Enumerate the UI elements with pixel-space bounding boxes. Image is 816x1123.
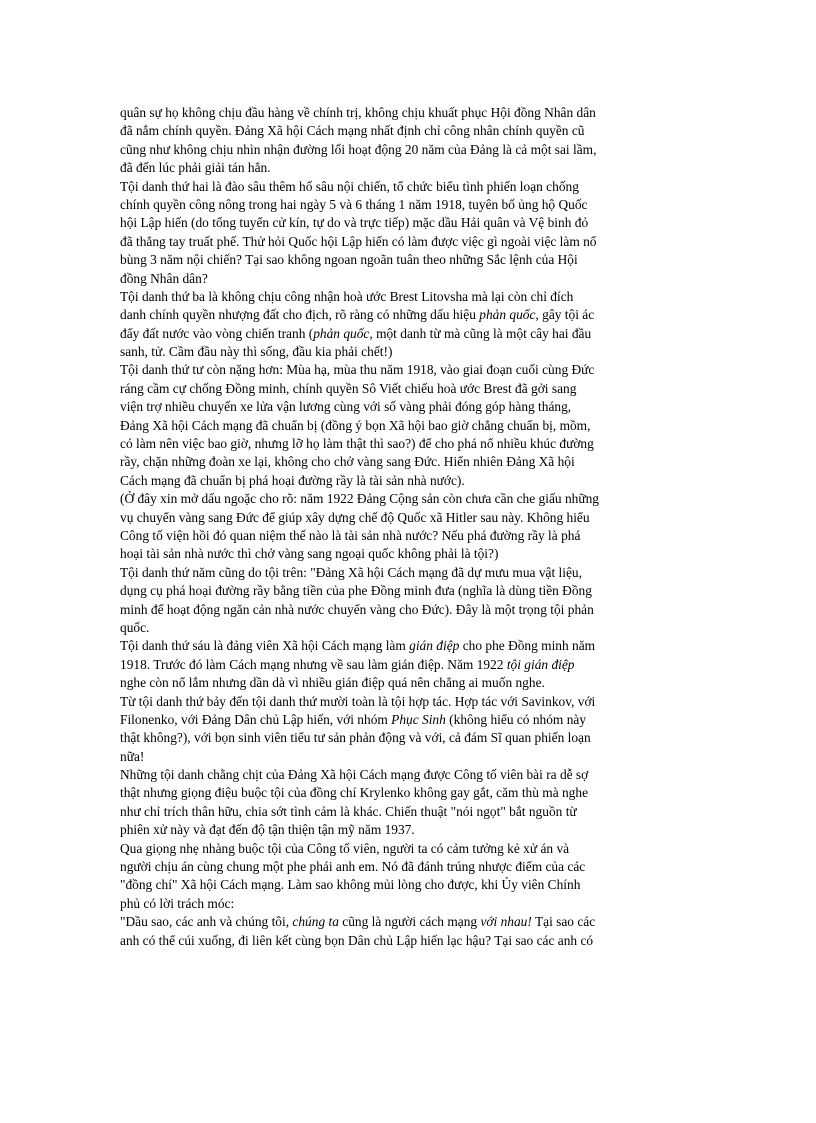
text-run: nghe còn nổ lắm nhưng dần dà vì nhiều gián điệp quá nên chẳng ai muốn nghe. bbox=[120, 675, 545, 691]
text-run: dụng cụ phá hoại đường rầy bằng tiền của phe Đồng minh đưa (nghĩa là dùng tiền Đồng bbox=[120, 583, 592, 599]
text-line bbox=[120, 693, 690, 711]
paragraph bbox=[120, 564, 690, 638]
text-run: cho phe Đồng minh năm bbox=[459, 638, 596, 654]
text-line bbox=[120, 435, 690, 453]
italic-text: chúng ta bbox=[292, 914, 339, 930]
text-run: cũng như không chịu nhìn nhận đường lối hoạt động 20 năm của Đảng là cả một sai lầm, bbox=[120, 141, 597, 157]
text-run: Tội danh thứ sáu là đảng viên Xã hội Cách mạng làm bbox=[120, 638, 410, 654]
text-run: 1918. Trước đó làm Cách mạng nhưng về sau làm gián điệp. Năm 1922 bbox=[120, 656, 507, 672]
text-line bbox=[120, 233, 690, 251]
paragraph bbox=[120, 840, 690, 914]
italic-text: tội gián điệp bbox=[506, 656, 575, 672]
text-line bbox=[120, 398, 690, 416]
text-line bbox=[120, 766, 690, 784]
italic-text: phản quốc, bbox=[479, 307, 539, 323]
text-line bbox=[120, 803, 690, 821]
text-line bbox=[120, 361, 690, 379]
text-line bbox=[120, 122, 690, 140]
text-run: gây tội ác bbox=[538, 307, 595, 323]
text-run: thật không?), với bọn sinh viên tiểu tư sản phản động và với, cả đám Sĩ quan phiến loạn bbox=[120, 730, 591, 746]
text-line bbox=[120, 637, 690, 655]
text-line bbox=[120, 784, 690, 802]
paragraph bbox=[120, 361, 690, 490]
text-line bbox=[120, 711, 690, 729]
text-line bbox=[120, 288, 690, 306]
text-line bbox=[120, 545, 690, 563]
text-run: người chịu án cùng chung một phe phái anh em. Nó đã đánh trúng nhược điểm của các bbox=[120, 859, 586, 875]
text-line bbox=[120, 417, 690, 435]
text-run: hoại tài sản nhà nước thì chở vàng sang ngoại quốc không phải là tội?) bbox=[120, 546, 499, 562]
italic-text: gián điệp bbox=[409, 638, 460, 654]
text-run: minh để hoạt động ngăn cản nhà nước chuyển vàng cho Đức). Đây là một trọng tội phản bbox=[120, 601, 594, 617]
text-run: bùng 3 năm nội chiến? Tại sao không ngoan ngoãn tuân theo những Sắc lệnh của Hội bbox=[120, 252, 578, 268]
text-run: (không hiểu có nhóm này bbox=[445, 711, 587, 727]
text-run: rầy, chặn những đoàn xe lại, không cho chở vàng sang Đức. Hiển nhiên Đảng Xã hội bbox=[120, 454, 575, 470]
text-line bbox=[120, 343, 690, 361]
text-line bbox=[120, 141, 690, 159]
text-run: Những tội danh chằng chịt của Đảng Xã hội Cách mạng được Công tố viên bài ra dễ sợ bbox=[120, 767, 589, 783]
text-line bbox=[120, 325, 690, 343]
text-line bbox=[120, 251, 690, 269]
text-line bbox=[120, 453, 690, 471]
text-run: "đồng chí" Xã hội Cách mạng. Làm sao không mủi lòng cho được, khi Ủy viên Chính bbox=[120, 877, 581, 893]
text-run: một danh từ mà cũng là một cây hai đầu bbox=[372, 325, 592, 341]
text-run: hội Lập hiến (do tổng tuyển cử kín, tự do và trực tiếp) mặc dầu Hải quân và Vệ binh đỏ bbox=[120, 215, 589, 231]
text-run: chính quyền công nông trong hai ngày 5 và 6 tháng 1 năm 1918, tuyên bố ủng hộ Quốc bbox=[120, 196, 588, 212]
text-line bbox=[120, 840, 690, 858]
paragraph bbox=[120, 693, 690, 767]
text-line bbox=[120, 159, 690, 177]
text-run: phủ có lời trách móc: bbox=[120, 895, 235, 911]
paragraph bbox=[120, 913, 690, 950]
text-line bbox=[120, 858, 690, 876]
text-run: Cách mạng đã chuẩn bị phá hoại đường rầy là tài sản nhà nước). bbox=[120, 472, 465, 488]
text-run: phiên xử này và đạt đến độ tận thiện tận mỹ năm 1937. bbox=[120, 822, 415, 838]
text-run: quân sự họ không chịu đầu hàng về chính trị, không chịu khuất phục Hội đồng Nhân dân bbox=[120, 105, 596, 120]
text-run: nữa! bbox=[120, 748, 145, 764]
text-line bbox=[120, 729, 690, 747]
text-run: Đảng Xã hội Cách mạng đã chuẩn bị (đồng ý bọn Xã hội bao giờ chẳng chuẩn bị, mồm, bbox=[120, 417, 591, 433]
text-run: quốc. bbox=[120, 619, 150, 635]
text-run: Công tố viện hồi đó quan niệm thế nào là tài sản nhà nước? Nếu phá đường rầy là phá bbox=[120, 527, 581, 543]
text-line bbox=[120, 104, 690, 122]
text-run: có làm nên việc bao giờ, nhưng lỡ họ làm thật thì sao?) để cho phá nổ nhiều khúc đường bbox=[120, 436, 594, 452]
text-run: ráng cầm cự chống Đồng minh, chính quyền Sô Viết chiếu hoà ước Brest đã gởi sang bbox=[120, 380, 577, 396]
paragraph bbox=[120, 766, 690, 840]
text-line bbox=[120, 196, 690, 214]
text-line bbox=[120, 214, 690, 232]
text-run: sanh, tử. Cầm đầu này thì sống, đầu kia phải chết!) bbox=[120, 344, 393, 360]
text-line bbox=[120, 380, 690, 398]
text-line bbox=[120, 656, 690, 674]
text-line bbox=[120, 601, 690, 619]
text-line bbox=[120, 674, 690, 692]
text-run: đẩy đất nước vào vòng chiến tranh ( bbox=[120, 325, 314, 341]
text-run: đã thẳng tay truất phế. Thử hỏi Quốc hội Lập hiến có làm được việc gì ngoài việc làm nổ bbox=[120, 233, 597, 249]
italic-text: Phục Sinh bbox=[391, 711, 446, 727]
text-run: Filonenko, với Đảng Dân chủ Lập hiến, với nhóm bbox=[120, 711, 392, 727]
text-run: anh có thể cúi xuống, đi liên kết cùng bọn Dân chủ Lập hiến lạc hậu? Tại sao các anh có bbox=[120, 932, 594, 948]
text-run: đã nắm chính quyền. Đảng Xã hội Cách mạng nhất định chỉ công nhân chính quyền cũ bbox=[120, 123, 585, 139]
text-run: Tại sao các bbox=[531, 914, 596, 930]
text-run: Qua giọng nhẹ nhàng buộc tội của Công tố viên, người ta có cảm tưởng kẻ xử án và bbox=[120, 840, 570, 856]
text-run: đã đến lúc phải giải tán hẳn. bbox=[120, 160, 271, 176]
text-line bbox=[120, 619, 690, 637]
text-run: viện trợ nhiều chuyến xe lửa vận lương cùng với số vàng phải đóng góp hàng tháng, bbox=[120, 399, 572, 415]
paragraph bbox=[120, 490, 690, 564]
document-page bbox=[120, 104, 690, 950]
text-run: Từ tội danh thứ bảy đến tội danh thứ mười toàn là tội hợp tác. Hợp tác với Savinkov, với bbox=[120, 693, 596, 709]
text-run: danh chính quyền nhượng đất cho địch, rõ ràng có những dấu hiệu bbox=[120, 307, 480, 323]
text-run: như chỉ trích thân hữu, chia sớt tình cảm là khác. Chiến thuật "nói ngọt" bắt nguồn từ bbox=[120, 803, 577, 819]
text-run: (Ở đây xin mở dấu ngoặc cho rõ: năm 1922 Đảng Cộng sản còn chưa cần che giấu những bbox=[120, 491, 599, 507]
text-line bbox=[120, 472, 690, 490]
paragraph bbox=[120, 288, 690, 362]
text-line bbox=[120, 306, 690, 324]
text-line bbox=[120, 490, 690, 508]
paragraph bbox=[120, 178, 690, 288]
text-run: Tội danh thứ năm cũng do tội trên: "Đảng Xã hội Cách mạng đã dự mưu mua vật liệu, bbox=[120, 564, 582, 580]
text-line bbox=[120, 564, 690, 582]
text-run: vụ chuyển vàng sang Đức để giúp xây dựng chế độ Quốc xã Hitler sau này. Không hiểu bbox=[120, 509, 590, 525]
text-run: "Dầu sao, các anh và chúng tôi, bbox=[120, 914, 293, 930]
italic-text: phản quốc, bbox=[313, 325, 373, 341]
text-line bbox=[120, 270, 690, 288]
text-run: đồng Nhân dân? bbox=[120, 270, 208, 286]
text-line bbox=[120, 876, 690, 894]
text-line bbox=[120, 895, 690, 913]
text-run: Tội danh thứ hai là đào sâu thêm hố sâu nội chiến, tổ chức biểu tình phiến loạn chống bbox=[120, 178, 579, 194]
text-line bbox=[120, 748, 690, 766]
paragraph bbox=[120, 637, 690, 692]
paragraph bbox=[120, 104, 690, 178]
text-line bbox=[120, 509, 690, 527]
italic-text: với nhau! bbox=[480, 914, 532, 930]
text-line bbox=[120, 178, 690, 196]
text-line bbox=[120, 821, 690, 839]
text-run: Tội danh thứ ba là không chịu công nhận hoà ước Brest Litovsha mà lại còn chỉ đích bbox=[120, 288, 574, 304]
text-run: Tội danh thứ tư còn nặng hơn: Mùa hạ, mùa thu năm 1918, vào giai đoạn cuối cùng Đức bbox=[120, 362, 595, 378]
text-run: thật nhưng giọng điệu buộc tội của đồng chí Krylenko không gay gắt, căm thù mà nghe bbox=[120, 785, 589, 801]
text-line bbox=[120, 932, 690, 950]
text-line bbox=[120, 527, 690, 545]
text-run: cũng là người cách mạng bbox=[338, 914, 481, 930]
text-line bbox=[120, 582, 690, 600]
text-line bbox=[120, 913, 690, 931]
